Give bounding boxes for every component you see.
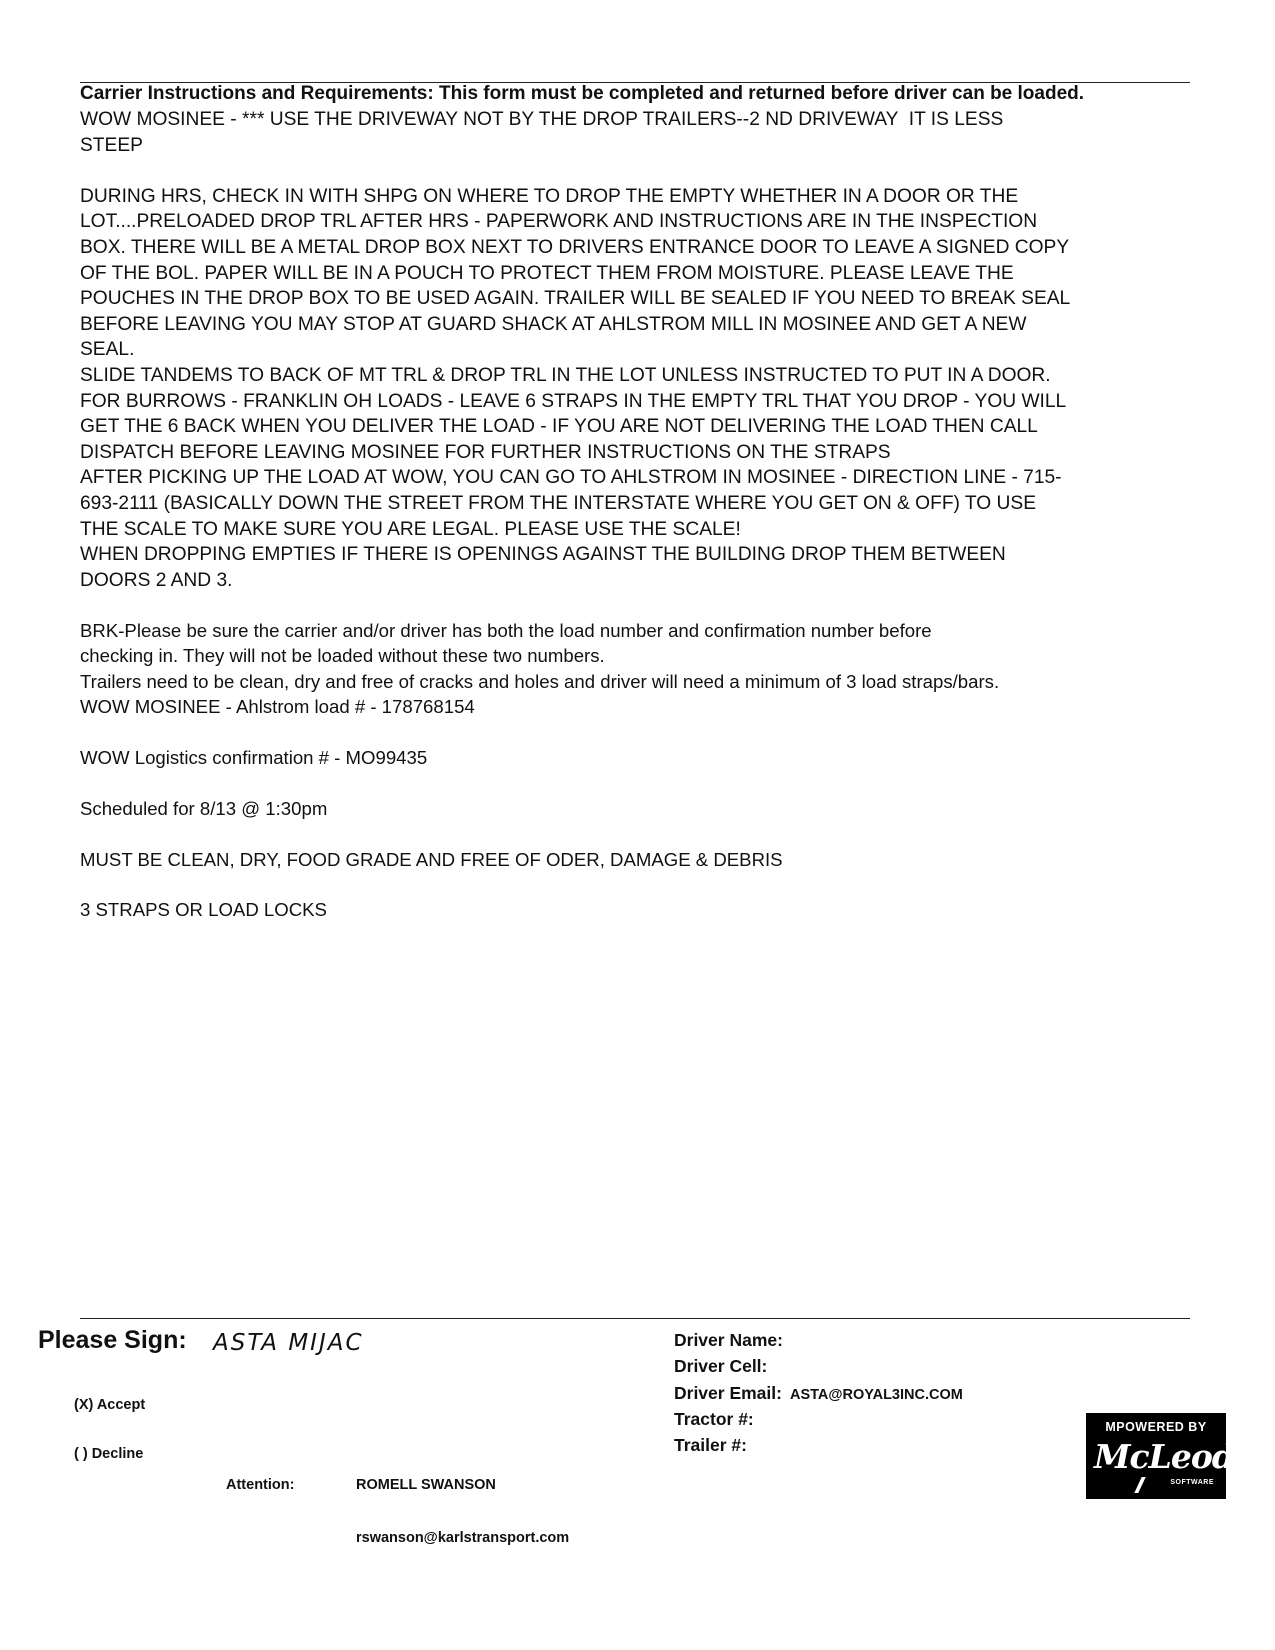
driver-email-field[interactable]: ASTA@ROYAL3INC.COM [789,1386,963,1403]
driver-info [674,1330,963,1461]
attention-email: rswanson@karlstransport.com [356,1530,570,1546]
driver-cell-row [674,1356,963,1382]
logo-subtitle: SOFTWARE [1170,1479,1214,1486]
logo-slash-icon [1134,1477,1145,1493]
strap-requirements: 3 STRAPS OR LOAD LOCKS [80,899,327,921]
attention-label: Attention: [226,1477,295,1493]
trailer-row [674,1435,963,1461]
brk-note-line: BRK-Please be sure the carrier and/or driver has both the load number and confirmation number before [80,620,932,641]
logo-brand: McLeod [1094,1437,1234,1476]
driver-email-label: Driver Email: [674,1382,782,1403]
tractor-label: Tractor #: [674,1408,754,1429]
driver-cell-label: Driver Cell: [674,1356,768,1377]
instruction-paragraph: DURING HRS, CHECK IN WITH SHPG ON WHERE TO DROP THE EMPTY WHETHER IN A DOOR OR THE LOT....PRELOADED DROP TRL AFTER HRS - PAPERWORK AND INSTRUCTIONS ARE IN THE INSPECTION BOX. THERE WILL BE A METAL DROP BOX NEXT TO DRIVERS ENTRANCE DOOR TO LEAVE A SIGNED COPY OF THE BOL. PAPER WILL BE IN A POUCH TO PROTECT THEM FROM MOISTURE. PLEASE LEAVE THE POUCHES IN THE DROP BOX TO BE USED AGAIN. TRAILER WILL BE SEALED IF YOU NEED TO BREAK SEAL BEFORE LEAVING YOU MAY STOP AT GUARD SHACK AT AHLSTROM MILL IN MOSINEE AND GET A NEW SEAL. SLIDE TANDEMS TO BACK OF MT TRL & DROP TRL IN THE LOT UNLESS INSTRUCTED TO PUT IN A DOOR. FOR BURROWS - FRANKLIN OH LOADS - LEAVE 6 STRAPS IN THE EMPTY TRL THAT YOU DROP - YOU WILL GET THE 6 BACK WHEN YOU DELIVER THE LOAD - IF YOU ARE NOT DELIVERING THE LOAD THEN CALL DISPATCH BEFORE LEAVING MOSINEE FOR FURTHER INSTRUCTIONS ON THE STRAPS AFTER PICKING UP THE LOAD AT WOW, YOU CAN GO TO AHLSTROM IN MOSINEE - DIRECTION LINE - 715- 693-2111 (BASICALLY DOWN THE STREET FROM THE INTERSTATE WHERE YOU GET ON & OFF) TO USE THE SCALE TO MAKE SURE YOU ARE LEGAL. PLEASE USE THE SCALE! WHEN DROPPING EMPTIES IF THERE IS OPENINGS AGAINST THE BUILDING DROP THEM BETWEEN DOORS 2 AND 3. [80,185,1071,591]
driver-email-row [674,1383,963,1409]
brk-note-line: checking in. They will not be loaded without these two numbers. [80,645,605,667]
trailer-label: Trailer #: [674,1435,747,1456]
mcleod-logo [1086,1413,1234,1499]
confirmation-number: WOW Logistics confirmation # - MO99435 [80,747,428,769]
driver-name-label: Driver Name: [674,1330,783,1350]
carrier-instructions [80,107,1200,593]
schedule: Scheduled for 8/13 @ 1:30pm [80,797,328,819]
accept-option[interactable]: (X) Accept [74,1397,146,1413]
signature-divider [80,1318,1190,1319]
load-number: WOW MOSINEE - Ahlstrom load # - 178768154 [80,696,475,718]
condition-requirements: MUST BE CLEAN, DRY, FOOD GRADE AND FREE OF ODER, DAMAGE & DEBRIS [80,848,783,870]
please-sign-label: Please Sign: [38,1326,187,1354]
broker-notes [80,618,1180,923]
decline-option[interactable]: ( ) Decline [74,1446,144,1462]
trailer-requirements: Trailers need to be clean, dry and free of cracks and holes and driver will need a minimum of 3 load straps/bars. [80,670,1000,692]
instruction-paragraph: WOW MOSINEE - *** USE THE DRIVEWAY NOT BY THE DROP TRAILERS--2 ND DRIVEWAY IT IS LESS STEEP [80,109,1004,156]
driver-name-row [674,1330,963,1356]
signature-field[interactable]: ASTA MIJAC [213,1330,364,1356]
tractor-row [674,1409,963,1435]
page-title: Carrier Instructions and Requirements: This form must be completed and returned before driver can be loaded. [80,83,1085,104]
logo-tagline: MPOWERED BY [1105,1420,1207,1434]
attention-name: ROMELL SWANSON [356,1477,496,1493]
